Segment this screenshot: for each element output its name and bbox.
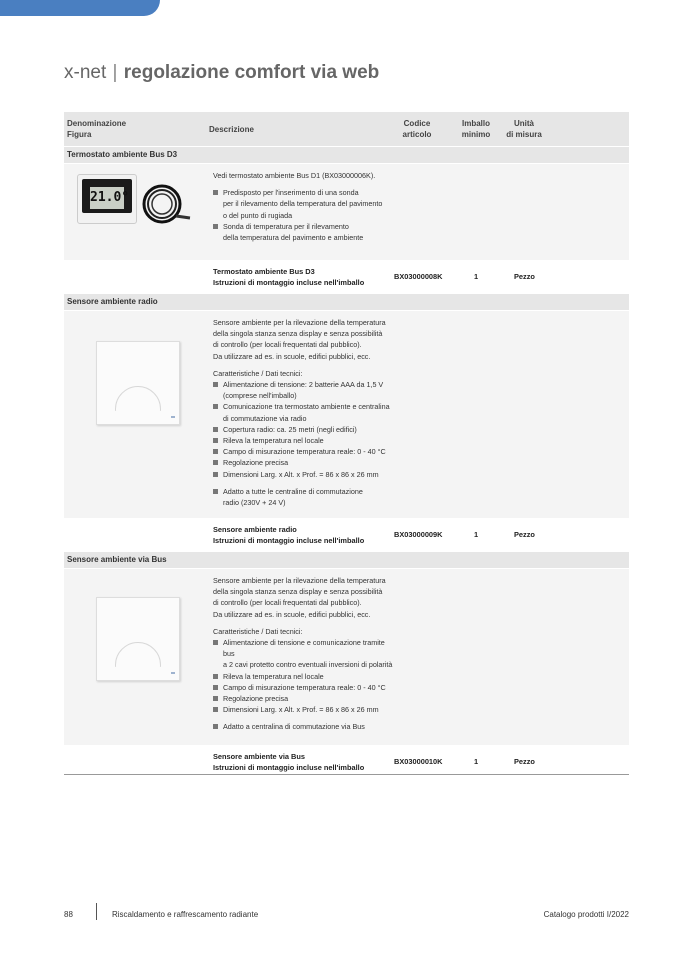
header-unit-line1: Unità <box>514 119 534 128</box>
desc-bullet: Dimensioni Larg. x Alt. x Prof. = 86 x 86 x 26 mm <box>213 469 398 480</box>
order-pack: 1 <box>474 272 479 281</box>
title-main: regolazione comfort via web <box>123 62 380 83</box>
desc-line: Sonda di temperatura per il rilevamento <box>223 221 349 231</box>
section-header: Termostato ambiente Bus D3 <box>64 147 629 163</box>
header-code-line2: articolo <box>402 130 432 139</box>
desc-bullet: Regolazione precisa <box>213 457 398 468</box>
footer-section-title: Riscaldamento e raffrescamento radiante <box>112 910 259 919</box>
order-pack: 1 <box>474 757 479 766</box>
desc-line: di controllo (per locali frequentati dal pubblico). <box>213 598 362 608</box>
desc-line: Adatto a tutte le centraline di commutazione <box>223 486 363 496</box>
thermostat-screen <box>82 179 132 213</box>
header-name-line2: Figura <box>67 130 92 139</box>
product-description <box>213 575 398 733</box>
desc-line: Caratteristiche / Dati tecnici: <box>213 626 303 636</box>
order-row <box>64 519 629 551</box>
header-unit <box>502 118 546 140</box>
thermostat-image <box>77 174 137 232</box>
header-pack-line2: minimo <box>461 130 491 139</box>
brand-logo <box>171 672 175 674</box>
desc-line: (comprese nell'imballo) <box>223 391 297 401</box>
desc-line: della singola stanza senza display e senza possibilità <box>213 329 383 339</box>
product-table <box>64 112 629 778</box>
page-title <box>64 62 379 84</box>
header-code <box>394 118 440 140</box>
footer-separator <box>96 903 97 920</box>
desc-bullet: Copertura radio: ca. 25 metri (negli edifici) <box>213 424 398 435</box>
product-description <box>213 170 398 243</box>
desc-line: della singola stanza senza display e senza possibilità <box>213 587 383 597</box>
desc-bullet <box>213 401 398 423</box>
order-code: BX03000008K <box>394 272 443 281</box>
header-pack-line1: Imballo <box>461 119 490 128</box>
desc-line: Sensore ambiente per la rilevazione della temperatura <box>213 318 386 327</box>
table-header <box>64 112 629 146</box>
desc-bullet <box>213 486 398 508</box>
header-pack <box>456 118 496 140</box>
desc-bullet: Rileva la temperatura nel locale <box>213 671 398 682</box>
desc-line: di commutazione via radio <box>223 413 307 423</box>
sensor-dial <box>115 386 161 432</box>
sensor-dial <box>115 642 161 688</box>
desc-bullet: Dimensioni Larg. x Alt. x Prof. = 86 x 86 x 26 mm <box>213 704 398 715</box>
order-note: Istruzioni di montaggio incluse nell'imballo <box>213 762 365 772</box>
desc-line: Vedi termostato ambiente Bus D1 (BX03000006K). <box>213 171 376 180</box>
header-name <box>67 118 126 140</box>
order-name <box>213 267 364 288</box>
section-header: Sensore ambiente via Bus <box>64 552 629 568</box>
desc-line: Da utilizzare ad es. in scuole, edifici pubblici, ecc. <box>213 609 371 619</box>
order-note: Istruzioni di montaggio incluse nell'imballo <box>213 277 365 287</box>
title-separator: | <box>112 62 118 83</box>
desc-line: radio (230V + 24 V) <box>223 498 286 508</box>
desc-bullet: Regolazione precisa <box>213 693 398 704</box>
product-row <box>64 164 629 260</box>
order-product-name: Sensore ambiente radio <box>213 525 297 534</box>
desc-line: della temperatura del pavimento e ambiente <box>223 233 364 243</box>
thermostat-body <box>77 174 137 224</box>
desc-bullet <box>213 221 398 243</box>
title-brand: x-net <box>64 62 107 83</box>
order-product-name: Sensore ambiente via Bus <box>213 752 306 761</box>
desc-line: Comunicazione tra termostato ambiente e centralina <box>223 402 390 412</box>
header-tab <box>0 0 160 16</box>
order-unit: Pezzo <box>514 530 535 539</box>
sensor-image <box>96 341 180 425</box>
desc-line: Predisposto per l'inserimento di una sonda <box>223 188 359 198</box>
page-number: 88 <box>64 910 73 919</box>
desc-line: Alimentazione di tensione: 2 batterie AAA da 1,5 V <box>223 380 384 390</box>
desc-line: o del punto di rugiada <box>223 210 293 220</box>
desc-bullet <box>213 637 398 671</box>
desc-line: a 2 cavi protetto contro eventuali inversioni di polarità <box>223 660 393 670</box>
header-code-line1: Codice <box>403 119 431 128</box>
order-name <box>213 752 364 773</box>
table-bottom-rule <box>64 774 629 775</box>
sensor-cable-image <box>138 180 192 234</box>
order-pack: 1 <box>474 530 479 539</box>
footer-catalog: Catalogo prodotti I/2022 <box>543 910 629 919</box>
product-description <box>213 317 398 508</box>
desc-bullet: Rileva la temperatura nel locale <box>213 435 398 446</box>
order-name <box>213 525 364 546</box>
desc-line: Sensore ambiente per la rilevazione della temperatura <box>213 576 386 585</box>
order-code: BX03000010K <box>394 757 443 766</box>
product-row <box>64 311 629 518</box>
header-name-line1: Denominazione <box>67 119 127 128</box>
desc-line: Da utilizzare ad es. in scuole, edifici pubblici, ecc. <box>213 351 371 361</box>
order-product-name: Termostato ambiente Bus D3 <box>213 267 315 276</box>
order-note: Istruzioni di montaggio incluse nell'imballo <box>213 535 365 545</box>
desc-bullet: Adatto a centralina di commutazione via Bus <box>213 721 398 732</box>
section-header: Sensore ambiente radio <box>64 294 629 310</box>
brand-logo <box>171 416 175 418</box>
desc-bullet <box>213 379 398 401</box>
desc-line: per il rilevamento della temperatura del pavimento <box>223 199 383 209</box>
order-code: BX03000009K <box>394 530 443 539</box>
order-unit: Pezzo <box>514 757 535 766</box>
sensor-image <box>96 597 180 681</box>
desc-bullet: Campo di misurazione temperatura reale: 0 - 40 °C <box>213 682 398 693</box>
desc-line: Alimentazione di tensione e comunicazione tramite bus <box>223 638 385 659</box>
thermostat-display: 21.0° <box>90 187 124 209</box>
header-description: Descrizione <box>209 125 254 134</box>
desc-line: Caratteristiche / Dati tecnici: <box>213 368 303 378</box>
product-row <box>64 569 629 745</box>
desc-bullet <box>213 187 398 221</box>
desc-line: di controllo (per locali frequentati dal pubblico). <box>213 340 362 350</box>
header-unit-line2: di misura <box>506 130 542 139</box>
order-row <box>64 261 629 293</box>
desc-bullet: Campo di misurazione temperatura reale: 0 - 40 °C <box>213 446 398 457</box>
order-unit: Pezzo <box>514 272 535 281</box>
